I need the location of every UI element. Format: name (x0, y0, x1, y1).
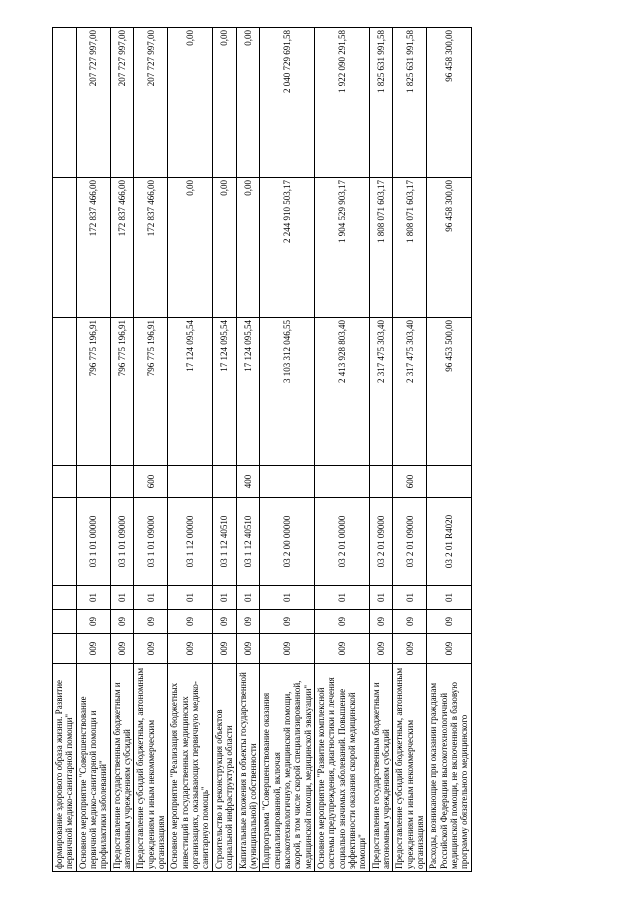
row-target-article: 03 2 00 00000 (260, 498, 315, 586)
row-subsection: 01 (76, 586, 110, 610)
row-expense-type (369, 466, 393, 498)
row-amount-year2: 2 244 910 503,17 (260, 178, 315, 318)
budget-table (52, 27, 472, 872)
row-name: Предоставление государственным бюджетным и автономным учреждениям субсидий (110, 664, 134, 872)
row-amount-year1: 2 317 475 303,40 (393, 318, 427, 466)
row-amount-year1: 2 413 928 803,40 (314, 318, 369, 466)
row-subsection: 01 (168, 586, 212, 610)
row-amount-year2: 172 837 466,00 (76, 178, 110, 318)
row-target-article: 03 1 01 09000 (110, 498, 134, 586)
row-amount-year2: 172 837 466,00 (110, 178, 134, 318)
table-row (110, 28, 134, 872)
table-row (369, 28, 393, 872)
row-amount-year2: 0,00 (212, 178, 236, 318)
row-amount-year3: 0,00 (236, 28, 260, 178)
table-row (314, 28, 369, 872)
row-code: 009 (393, 634, 427, 664)
row-name: Основное мероприятие "Совершенствование первичной медико-санитарной помощи и профилактики заболеваний" (76, 664, 110, 872)
row-code: 009 (134, 634, 168, 664)
row-amount-year1: 96 453 500,00 (427, 318, 471, 466)
row-name: Подпрограмма "Совершенствование оказания специализированной, включая высокотехнологичную, медицинской помощи, скорой, в том числе скорой специализированной, медицинской помощи, медицинской эвакуации" (260, 664, 315, 872)
row-target-article: 03 2 01 09000 (393, 498, 427, 586)
row-expense-type (53, 466, 77, 498)
table-row (212, 28, 236, 872)
row-target-article: 03 2 01 R4020 (427, 498, 471, 586)
row-expense-type (260, 466, 315, 498)
row-expense-type: 600 (393, 466, 427, 498)
row-code (53, 634, 77, 664)
row-amount-year2 (53, 178, 77, 318)
row-amount-year3: 1 825 631 991,58 (369, 28, 393, 178)
row-amount-year2: 1 808 071 603,17 (393, 178, 427, 318)
table-row (393, 28, 427, 872)
table-row (236, 28, 260, 872)
row-section: 09 (134, 610, 168, 634)
row-code: 009 (427, 634, 471, 664)
row-amount-year2: 96 458 300,00 (427, 178, 471, 318)
row-expense-type (314, 466, 369, 498)
row-expense-type: 600 (134, 466, 168, 498)
row-section: 09 (260, 610, 315, 634)
row-name: Расходы, возникающие при оказании гражданам Российской Федерации высокотехнологичной медицинской помощи, не включенной в базовую программу обязательного медицинского (427, 664, 471, 872)
row-expense-type: 400 (236, 466, 260, 498)
table-row (260, 28, 315, 872)
row-name: Предоставление субсидий бюджетным, автономным учреждениям и иным некоммерческим организациям (134, 664, 168, 872)
row-section: 09 (393, 610, 427, 634)
row-amount-year1: 17 124 095,54 (168, 318, 212, 466)
row-expense-type (168, 466, 212, 498)
row-amount-year3: 1 922 090 291,58 (314, 28, 369, 178)
row-section: 09 (76, 610, 110, 634)
row-amount-year3: 2 040 729 691,58 (260, 28, 315, 178)
row-amount-year3: 1 825 631 991,58 (393, 28, 427, 178)
row-amount-year2: 172 837 466,00 (134, 178, 168, 318)
row-amount-year2: 0,00 (236, 178, 260, 318)
row-target-article: 03 2 01 00000 (314, 498, 369, 586)
row-subsection: 01 (369, 586, 393, 610)
row-subsection: 01 (314, 586, 369, 610)
row-section: 09 (212, 610, 236, 634)
row-target-article: 03 2 01 09000 (369, 498, 393, 586)
row-subsection: 01 (393, 586, 427, 610)
row-code: 009 (110, 634, 134, 664)
row-subsection: 01 (212, 586, 236, 610)
row-amount-year3: 207 727 997,00 (76, 28, 110, 178)
row-section: 09 (110, 610, 134, 634)
row-amount-year3: 0,00 (212, 28, 236, 178)
row-amount-year1: 796 775 196,91 (134, 318, 168, 466)
table-row (134, 28, 168, 872)
document-page (52, 28, 572, 872)
row-subsection: 01 (260, 586, 315, 610)
row-name: Основное мероприятие "Реализация бюджетных инвестиций в государственных медицинских организациях, оказывающих первичную медико-санитарную помощь" (168, 664, 212, 872)
row-code: 009 (314, 634, 369, 664)
row-amount-year1 (53, 318, 77, 466)
row-expense-type (110, 466, 134, 498)
row-amount-year1: 17 124 095,54 (212, 318, 236, 466)
table-row (53, 28, 77, 872)
row-subsection: 01 (236, 586, 260, 610)
row-expense-type (212, 466, 236, 498)
row-code: 009 (212, 634, 236, 664)
row-amount-year1: 2 317 475 303,40 (369, 318, 393, 466)
row-code: 009 (236, 634, 260, 664)
row-amount-year3: 0,00 (168, 28, 212, 178)
row-code: 009 (168, 634, 212, 664)
row-name: Предоставление государственным бюджетным и автономным учреждениям субсидий (369, 664, 393, 872)
row-section: 09 (236, 610, 260, 634)
row-amount-year1: 17 124 095,54 (236, 318, 260, 466)
row-expense-type (427, 466, 471, 498)
row-section (53, 610, 77, 634)
row-amount-year3: 96 458 300,00 (427, 28, 471, 178)
row-expense-type (76, 466, 110, 498)
row-code: 009 (369, 634, 393, 664)
row-name: Капитальные вложения в объекты государственной (муниципальной) собственности (236, 664, 260, 872)
row-amount-year3 (53, 28, 77, 178)
row-name: формирование здорового образа жизни. Развитие первичной медико-санитарной помощи" (53, 664, 77, 872)
row-amount-year1: 796 775 196,91 (76, 318, 110, 466)
row-name: Основное мероприятие "Развитие комплексной системы предупреждения, диагностики и лечения социально значимых заболеваний. Повышение эффективности оказания скорой медицинской помощи" (314, 664, 369, 872)
row-target-article: 03 1 01 00000 (76, 498, 110, 586)
row-target-article: 03 1 01 09000 (134, 498, 168, 586)
table-row (168, 28, 212, 872)
row-subsection: 01 (134, 586, 168, 610)
row-section: 09 (427, 610, 471, 634)
row-amount-year2: 1 904 529 903,17 (314, 178, 369, 318)
row-target-article: 03 1 12 40510 (236, 498, 260, 586)
row-name: Предоставление субсидий бюджетным, автономным учреждениям и иным некоммерческим организациям (393, 664, 427, 872)
row-amount-year2: 1 808 071 603,17 (369, 178, 393, 318)
row-amount-year1: 796 775 196,91 (110, 318, 134, 466)
table-row (427, 28, 471, 872)
row-name: Строительство и реконструкция объектов социальной инфраструктуры области (212, 664, 236, 872)
row-section: 09 (314, 610, 369, 634)
table-row (76, 28, 110, 872)
row-target-article: 03 1 12 00000 (168, 498, 212, 586)
row-subsection: 01 (110, 586, 134, 610)
row-amount-year1: 3 103 312 046,55 (260, 318, 315, 466)
row-amount-year3: 207 727 997,00 (110, 28, 134, 178)
row-target-article (53, 498, 77, 586)
row-amount-year3: 207 727 997,00 (134, 28, 168, 178)
row-code: 009 (76, 634, 110, 664)
row-section: 09 (369, 610, 393, 634)
row-section: 09 (168, 610, 212, 634)
row-amount-year2: 0,00 (168, 178, 212, 318)
row-subsection (53, 586, 77, 610)
row-target-article: 03 1 12 40510 (212, 498, 236, 586)
row-subsection: 01 (427, 586, 471, 610)
rotated-table-container (52, 28, 572, 872)
row-code: 009 (260, 634, 315, 664)
